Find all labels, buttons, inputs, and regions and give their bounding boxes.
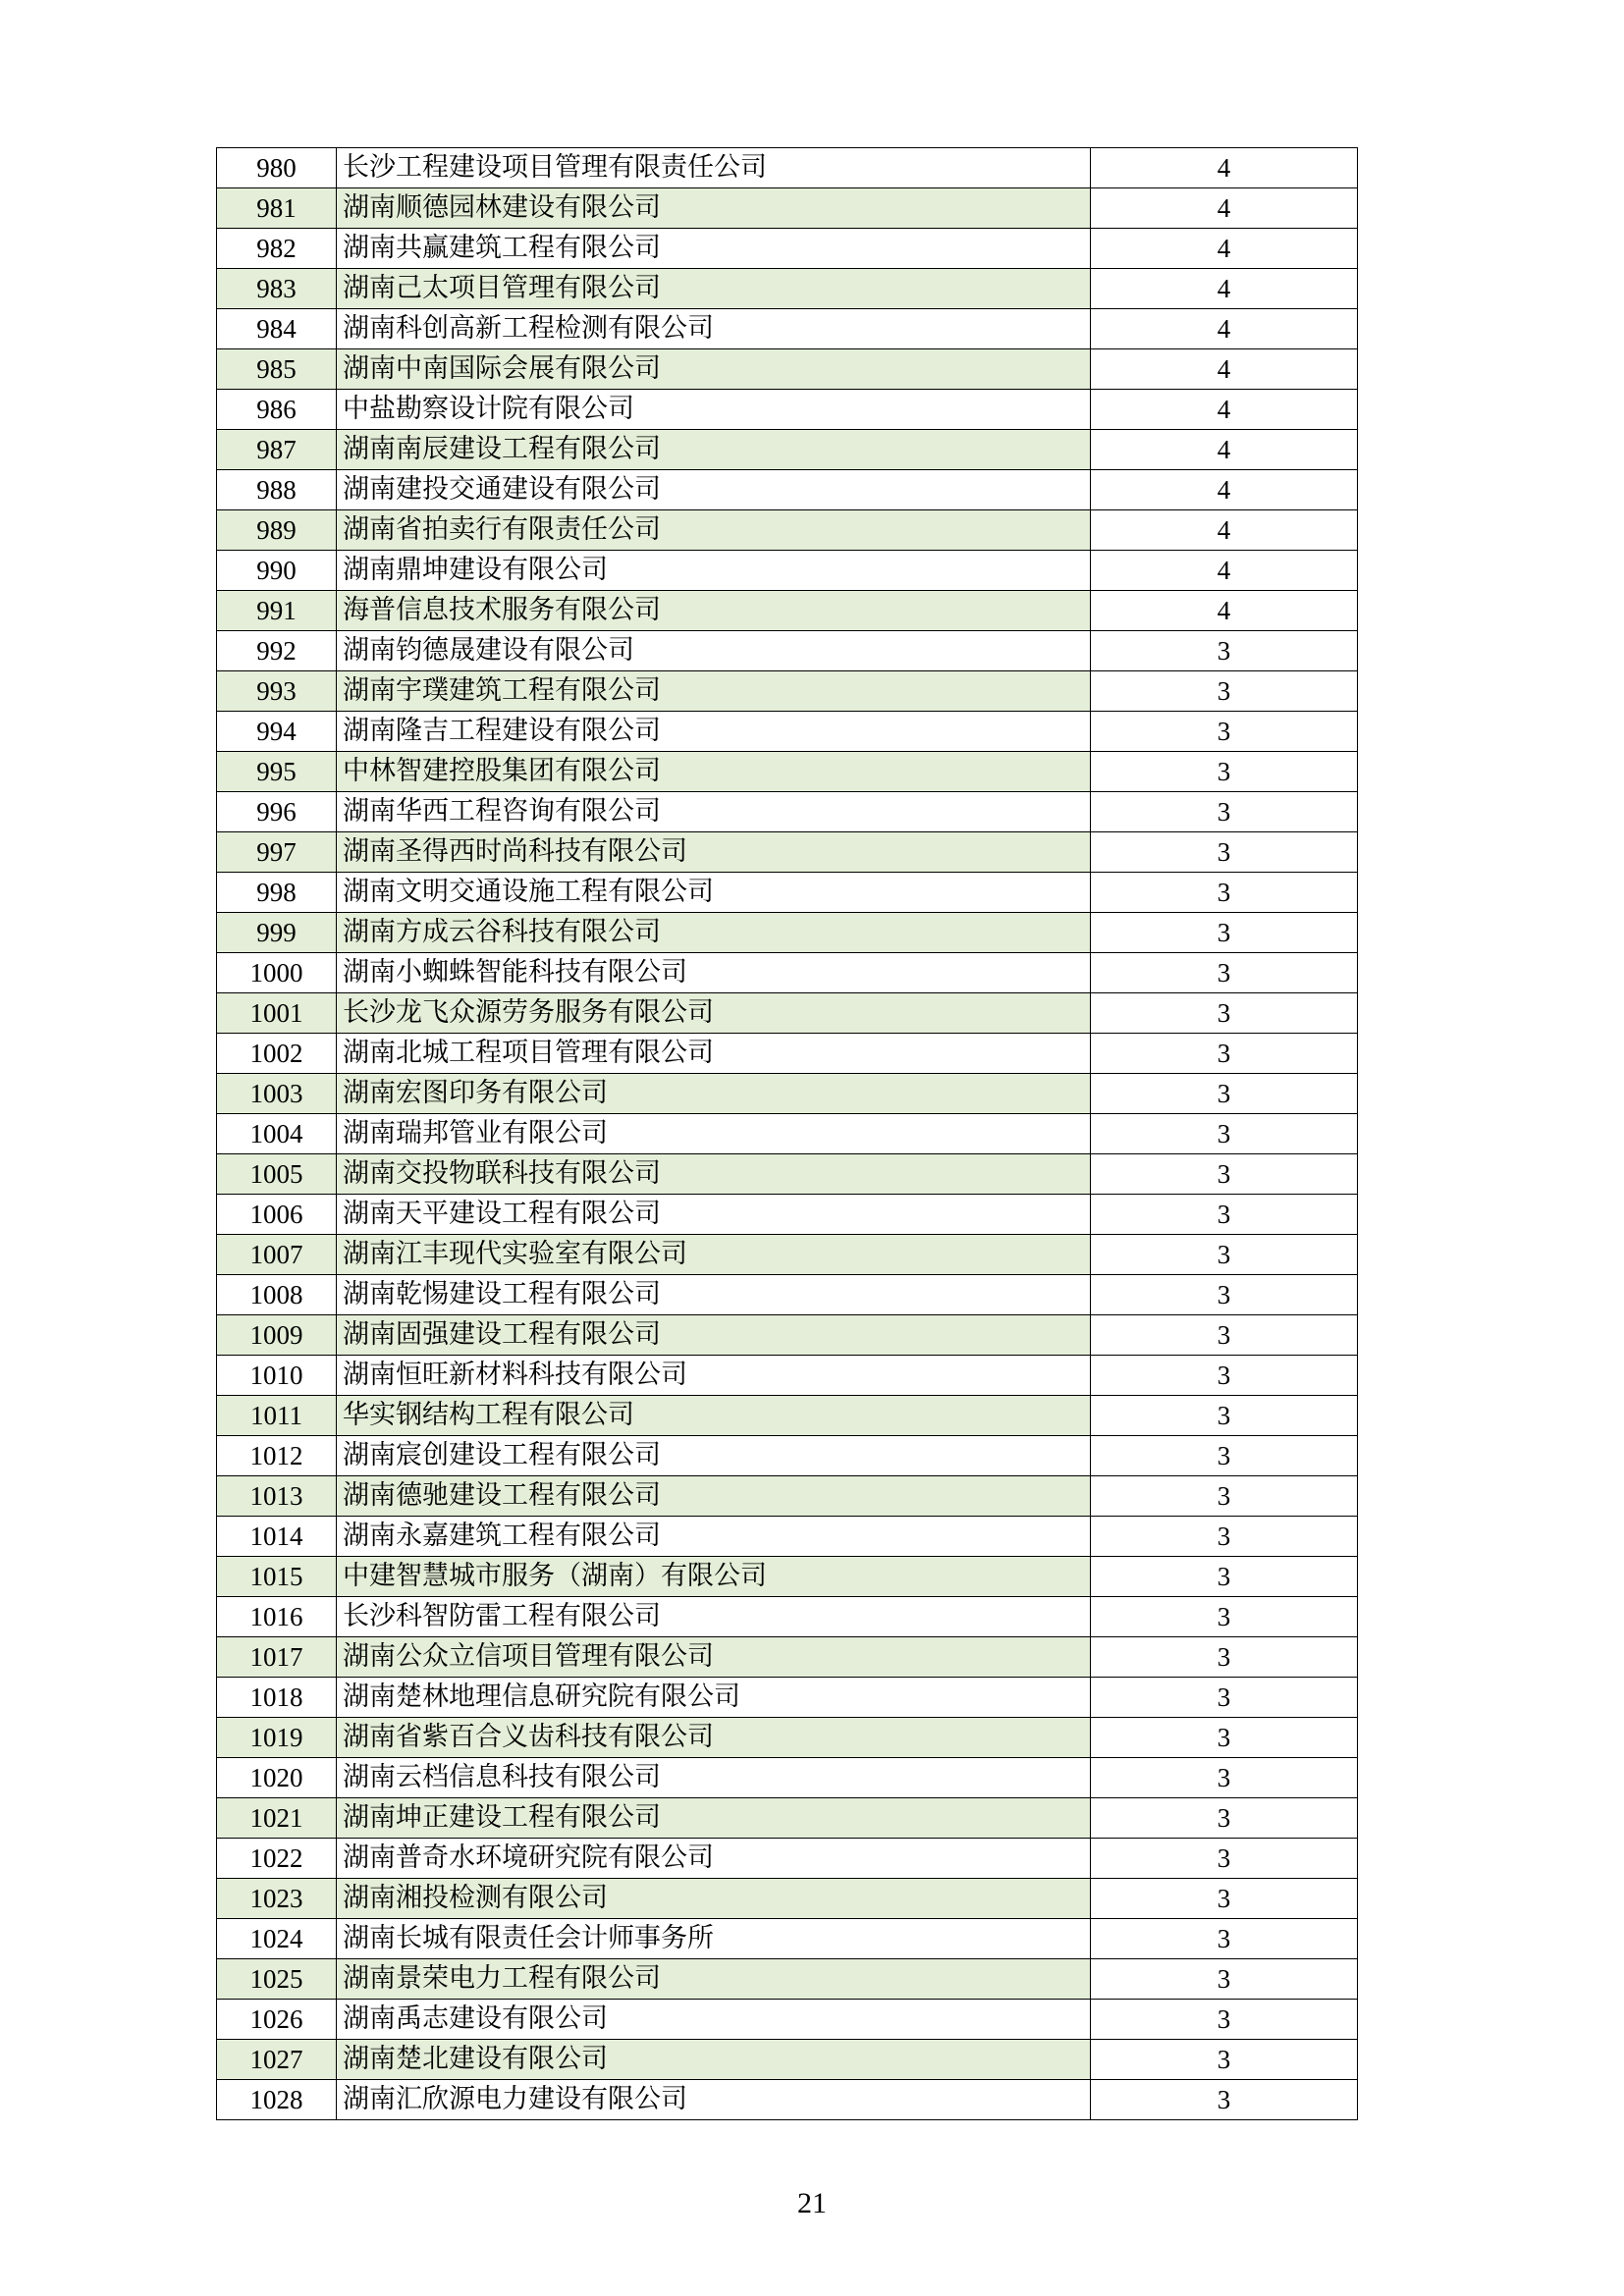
table-row [217,1235,1358,1275]
row-count: 3 [1091,1839,1358,1879]
row-count: 3 [1091,1356,1358,1396]
row-number: 1011 [217,1396,337,1436]
company-name: 湖南恒旺新材料科技有限公司 [337,1356,1091,1396]
row-number: 1017 [217,1637,337,1678]
row-number: 993 [217,671,337,712]
table-row [217,1758,1358,1798]
company-name: 湖南德驰建设工程有限公司 [337,1476,1091,1517]
row-count: 3 [1091,1396,1358,1436]
table-row [217,188,1358,229]
row-number: 992 [217,631,337,671]
row-count: 3 [1091,913,1358,953]
company-name: 湖南永嘉建筑工程有限公司 [337,1517,1091,1557]
row-count: 3 [1091,1557,1358,1597]
row-number: 1001 [217,993,337,1034]
table-row [217,510,1358,551]
company-name: 湖南长城有限责任会计师事务所 [337,1919,1091,1959]
company-name: 湖南省拍卖行有限责任公司 [337,510,1091,551]
table-row [217,832,1358,873]
row-number: 1006 [217,1195,337,1235]
row-count: 3 [1091,873,1358,913]
company-name: 湖南方成云谷科技有限公司 [337,913,1091,953]
row-number: 999 [217,913,337,953]
row-number: 1028 [217,2080,337,2120]
company-name: 湖南景荣电力工程有限公司 [337,1959,1091,2000]
company-name: 湖南瑞邦管业有限公司 [337,1114,1091,1154]
table-row [217,1034,1358,1074]
table-row [217,1315,1358,1356]
row-count: 3 [1091,1517,1358,1557]
company-name: 长沙工程建设项目管理有限责任公司 [337,148,1091,188]
row-number: 1003 [217,1074,337,1114]
row-count: 3 [1091,1637,1358,1678]
company-name: 湖南湘投检测有限公司 [337,1879,1091,1919]
row-count: 4 [1091,188,1358,229]
company-name: 湖南交投物联科技有限公司 [337,1154,1091,1195]
company-name: 湖南建投交通建设有限公司 [337,470,1091,510]
row-count: 3 [1091,993,1358,1034]
table-row [217,1436,1358,1476]
company-name: 华实钢结构工程有限公司 [337,1396,1091,1436]
company-name: 湖南中南国际会展有限公司 [337,349,1091,390]
company-name: 湖南共赢建筑工程有限公司 [337,229,1091,269]
row-number: 1009 [217,1315,337,1356]
company-name: 湖南顺德园林建设有限公司 [337,188,1091,229]
table-row [217,591,1358,631]
company-name: 湖南天平建设工程有限公司 [337,1195,1091,1235]
company-name: 湖南钧德晟建设有限公司 [337,631,1091,671]
row-number: 997 [217,832,337,873]
company-name: 湖南楚林地理信息研究院有限公司 [337,1678,1091,1718]
row-count: 4 [1091,148,1358,188]
company-name: 湖南省紫百合义齿科技有限公司 [337,1718,1091,1758]
row-count: 3 [1091,2000,1358,2040]
table-row [217,993,1358,1034]
row-number: 986 [217,390,337,430]
company-name: 湖南宸创建设工程有限公司 [337,1436,1091,1476]
row-count: 4 [1091,229,1358,269]
table-row [217,2080,1358,2120]
row-number: 1007 [217,1235,337,1275]
row-count: 3 [1091,1718,1358,1758]
company-name: 湖南宇璞建筑工程有限公司 [337,671,1091,712]
table-row [217,390,1358,430]
table-row [217,2000,1358,2040]
row-count: 3 [1091,1678,1358,1718]
company-name: 湖南江丰现代实验室有限公司 [337,1235,1091,1275]
row-number: 1023 [217,1879,337,1919]
row-count: 3 [1091,2040,1358,2080]
company-name: 湖南小蜘蛛智能科技有限公司 [337,953,1091,993]
company-name: 长沙科智防雷工程有限公司 [337,1597,1091,1637]
row-number: 1013 [217,1476,337,1517]
company-name: 湖南南辰建设工程有限公司 [337,430,1091,470]
table-row [217,873,1358,913]
table-row [217,671,1358,712]
row-count: 3 [1091,1758,1358,1798]
table-row [217,1275,1358,1315]
row-count: 4 [1091,269,1358,309]
table-row [217,1798,1358,1839]
row-count: 3 [1091,1034,1358,1074]
row-count: 3 [1091,953,1358,993]
row-number: 980 [217,148,337,188]
table-row [217,792,1358,832]
table-row [217,1919,1358,1959]
table-row [217,430,1358,470]
company-name: 湖南楚北建设有限公司 [337,2040,1091,2080]
company-name: 湖南宏图印务有限公司 [337,1074,1091,1114]
row-count: 3 [1091,1798,1358,1839]
row-count: 4 [1091,551,1358,591]
row-count: 3 [1091,1879,1358,1919]
company-table [216,147,1358,2120]
table-row [217,1839,1358,1879]
row-count: 3 [1091,1154,1358,1195]
table-row [217,953,1358,993]
table-row [217,752,1358,792]
row-number: 988 [217,470,337,510]
row-count: 3 [1091,1074,1358,1114]
row-number: 1020 [217,1758,337,1798]
row-number: 983 [217,269,337,309]
row-count: 3 [1091,1919,1358,1959]
row-number: 1000 [217,953,337,993]
table-row [217,1557,1358,1597]
row-number: 989 [217,510,337,551]
company-name: 湖南固强建设工程有限公司 [337,1315,1091,1356]
table-row [217,148,1358,188]
row-number: 1005 [217,1154,337,1195]
row-number: 990 [217,551,337,591]
row-number: 981 [217,188,337,229]
table-row [217,631,1358,671]
company-name: 海普信息技术服务有限公司 [337,591,1091,631]
company-table-body [217,148,1358,2120]
row-number: 1026 [217,2000,337,2040]
company-name: 湖南科创高新工程检测有限公司 [337,309,1091,349]
row-count: 3 [1091,1315,1358,1356]
company-name: 中建智慧城市服务（湖南）有限公司 [337,1557,1091,1597]
table-row [217,1074,1358,1114]
row-number: 1025 [217,1959,337,2000]
row-number: 1012 [217,1436,337,1476]
row-count: 4 [1091,390,1358,430]
row-count: 3 [1091,1597,1358,1637]
company-name: 湖南公众立信项目管理有限公司 [337,1637,1091,1678]
row-count: 3 [1091,712,1358,752]
table-row [217,1195,1358,1235]
table-row [217,2040,1358,2080]
table-row [217,1637,1358,1678]
row-number: 1004 [217,1114,337,1154]
table-row [217,1718,1358,1758]
page-number: 21 [797,2187,827,2219]
row-count: 3 [1091,1436,1358,1476]
company-name: 湖南己太项目管理有限公司 [337,269,1091,309]
row-count: 3 [1091,1959,1358,2000]
row-count: 3 [1091,671,1358,712]
table-row [217,1396,1358,1436]
row-number: 996 [217,792,337,832]
table-row [217,1678,1358,1718]
table-row [217,1476,1358,1517]
row-number: 982 [217,229,337,269]
row-count: 3 [1091,1476,1358,1517]
row-count: 4 [1091,470,1358,510]
row-count: 3 [1091,631,1358,671]
table-row [217,349,1358,390]
company-name: 湖南云档信息科技有限公司 [337,1758,1091,1798]
row-number: 1014 [217,1517,337,1557]
company-name: 湖南禹志建设有限公司 [337,2000,1091,2040]
row-number: 991 [217,591,337,631]
table-row [217,1114,1358,1154]
row-number: 1002 [217,1034,337,1074]
table-row [217,309,1358,349]
row-number: 1016 [217,1597,337,1637]
row-count: 3 [1091,1235,1358,1275]
table-row [217,1597,1358,1637]
company-name: 湖南华西工程咨询有限公司 [337,792,1091,832]
table-row [217,1959,1358,2000]
table-row [217,1154,1358,1195]
table-row [217,470,1358,510]
row-count: 3 [1091,832,1358,873]
company-name: 湖南坤正建设工程有限公司 [337,1798,1091,1839]
company-name: 湖南普奇水环境研究院有限公司 [337,1839,1091,1879]
row-number: 984 [217,309,337,349]
company-name: 湖南汇欣源电力建设有限公司 [337,2080,1091,2120]
table-row [217,551,1358,591]
row-count: 3 [1091,792,1358,832]
table-row [217,1879,1358,1919]
row-number: 1021 [217,1798,337,1839]
company-name: 湖南北城工程项目管理有限公司 [337,1034,1091,1074]
row-number: 985 [217,349,337,390]
table-row [217,1356,1358,1396]
row-count: 4 [1091,591,1358,631]
row-number: 1015 [217,1557,337,1597]
company-name: 湖南圣得西时尚科技有限公司 [337,832,1091,873]
company-name: 长沙龙飞众源劳务服务有限公司 [337,993,1091,1034]
company-name: 湖南隆吉工程建设有限公司 [337,712,1091,752]
table-row [217,712,1358,752]
row-count: 4 [1091,510,1358,551]
table-row [217,269,1358,309]
row-count: 3 [1091,2080,1358,2120]
row-number: 1019 [217,1718,337,1758]
company-name: 湖南文明交通设施工程有限公司 [337,873,1091,913]
row-number: 994 [217,712,337,752]
row-number: 987 [217,430,337,470]
company-name: 中盐勘察设计院有限公司 [337,390,1091,430]
company-name: 湖南鼎坤建设有限公司 [337,551,1091,591]
company-name: 中林智建控股集团有限公司 [337,752,1091,792]
table-row [217,913,1358,953]
row-number: 1010 [217,1356,337,1396]
row-number: 1027 [217,2040,337,2080]
row-number: 1018 [217,1678,337,1718]
row-count: 3 [1091,1195,1358,1235]
row-number: 998 [217,873,337,913]
row-number: 1008 [217,1275,337,1315]
row-count: 3 [1091,1275,1358,1315]
company-name: 湖南乾惕建设工程有限公司 [337,1275,1091,1315]
row-count: 4 [1091,349,1358,390]
table-row [217,1517,1358,1557]
row-count: 3 [1091,1114,1358,1154]
row-count: 3 [1091,752,1358,792]
row-number: 1024 [217,1919,337,1959]
row-count: 4 [1091,430,1358,470]
row-number: 1022 [217,1839,337,1879]
table-row [217,229,1358,269]
row-number: 995 [217,752,337,792]
row-count: 4 [1091,309,1358,349]
